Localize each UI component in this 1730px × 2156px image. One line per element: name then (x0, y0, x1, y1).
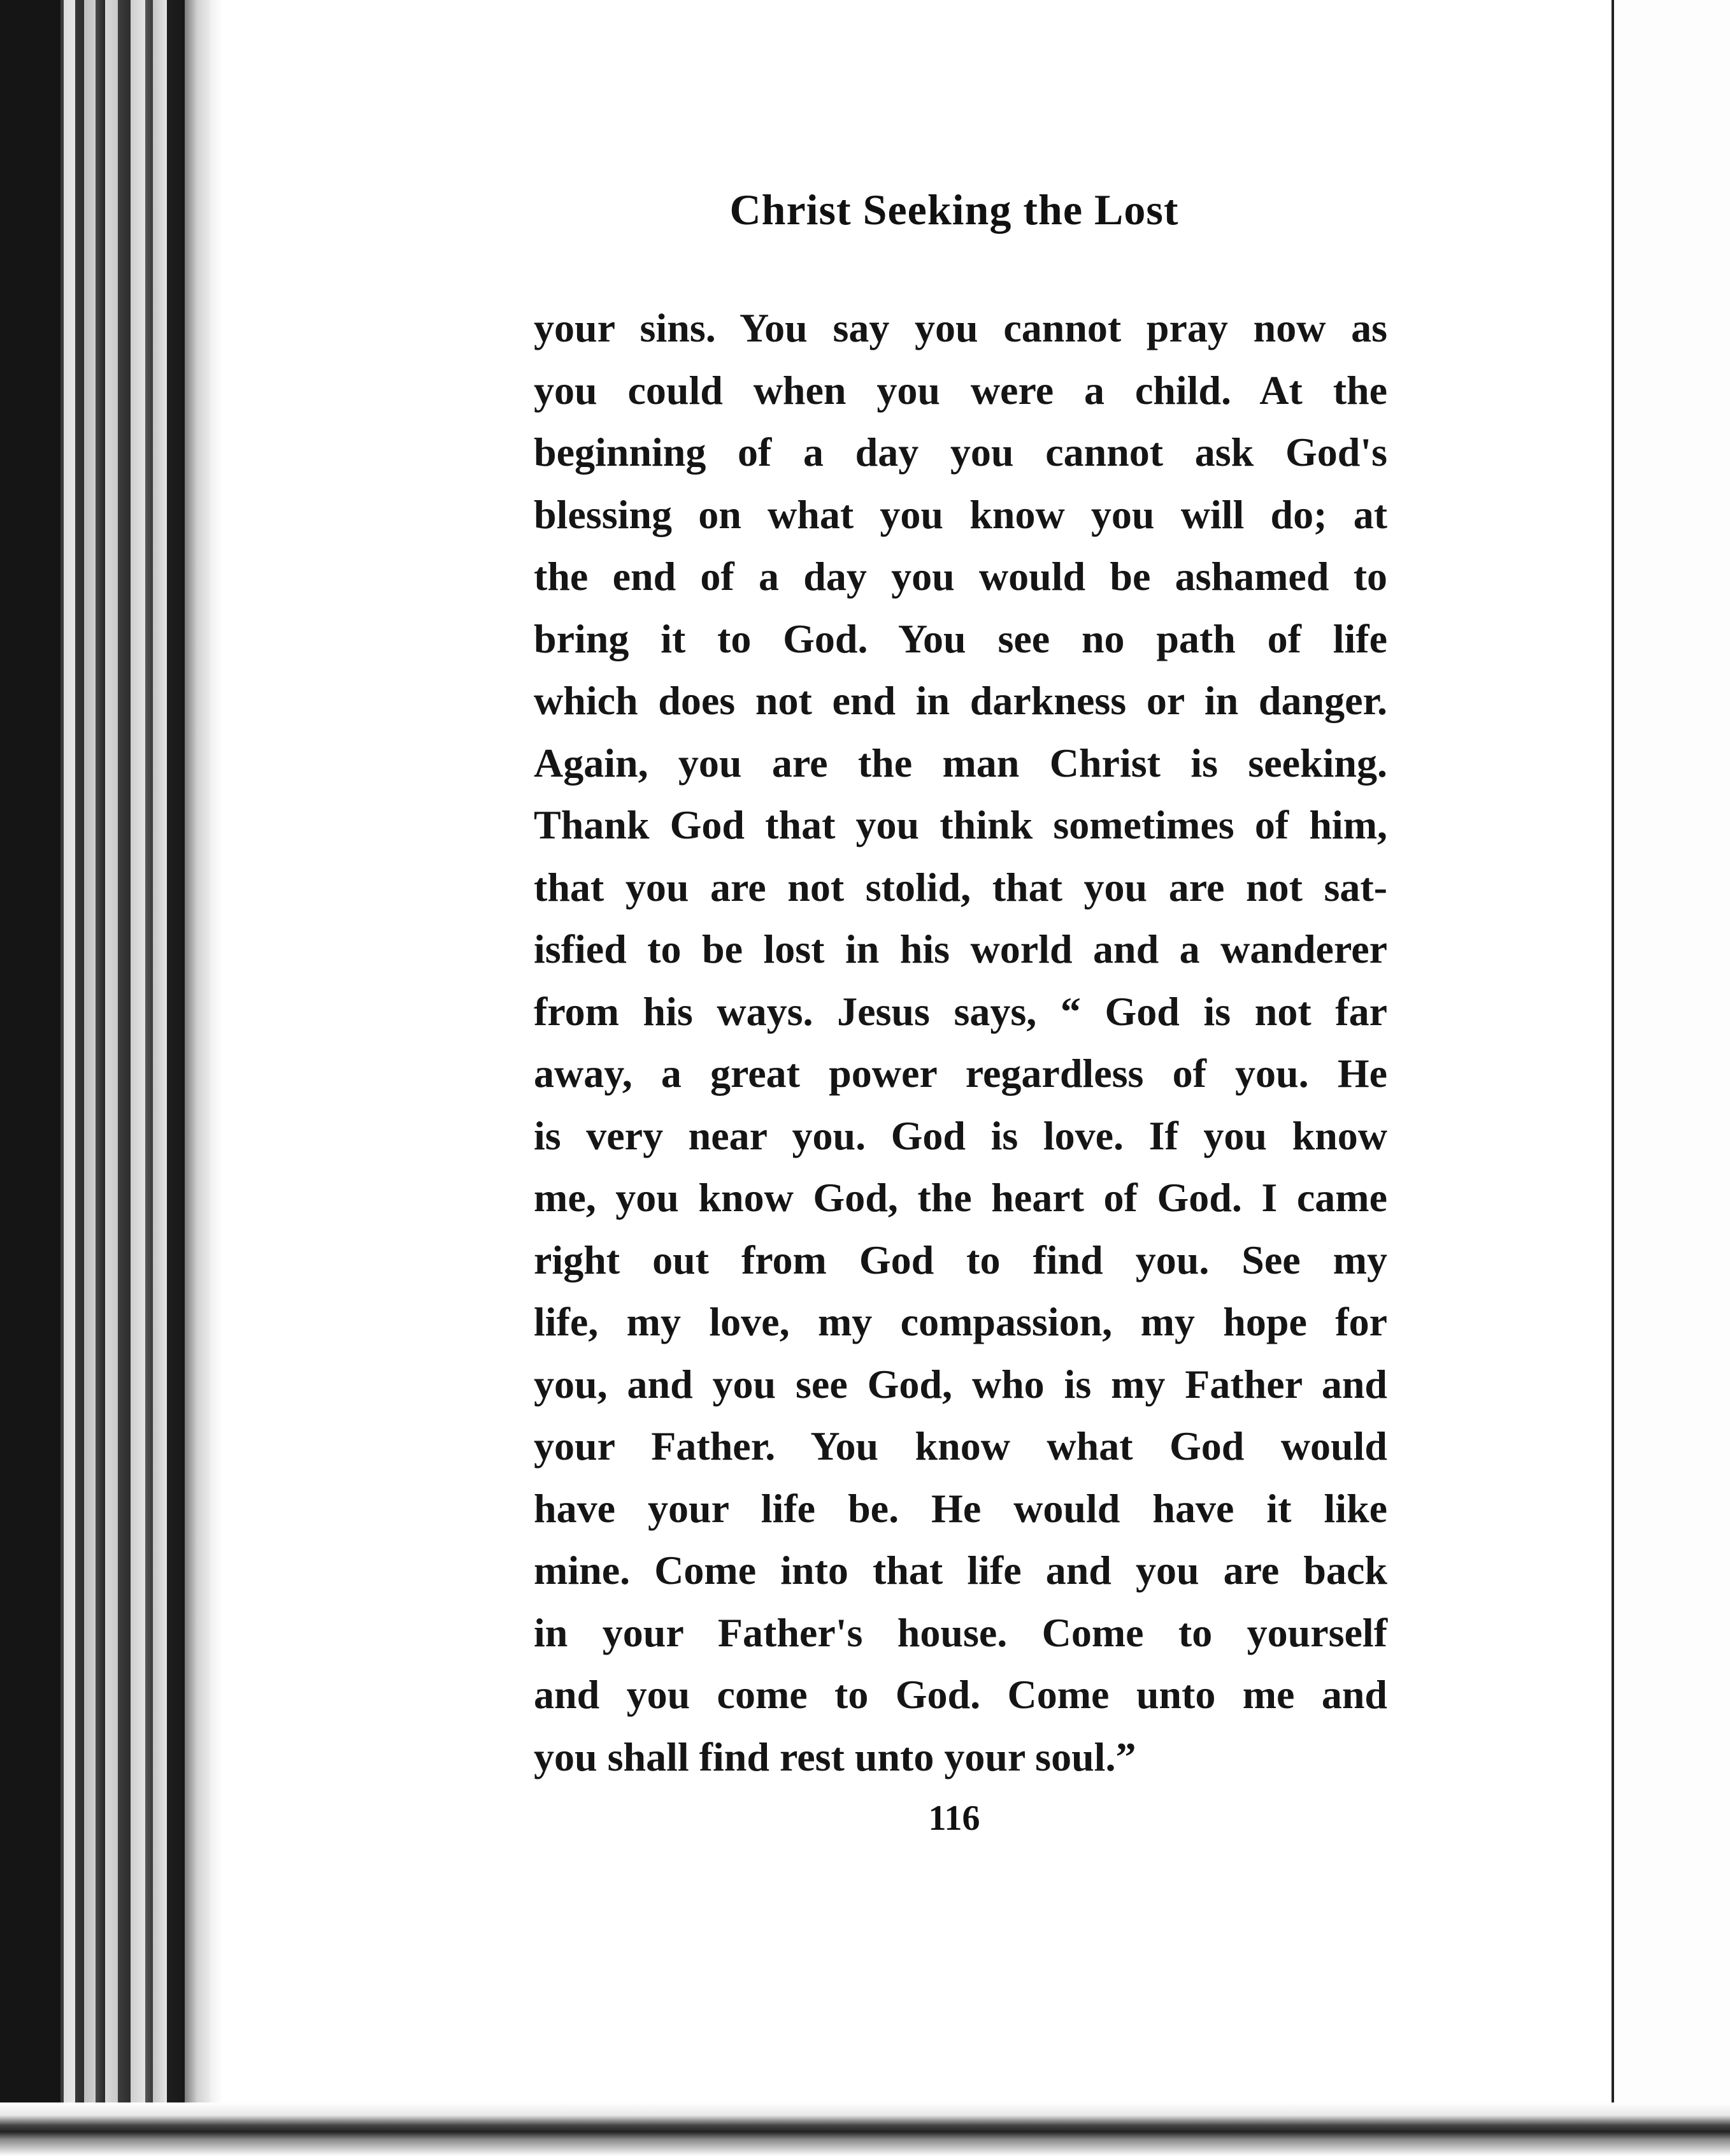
text-line: you, and you see God, who is my Father and (534, 1361, 1387, 1407)
text-line: is very near you. God is love. If you know (534, 1112, 1387, 1158)
text-line: which does not end in darkness or in danger. (534, 678, 1387, 723)
text-line: blessing on what you know you will do; at (534, 491, 1387, 537)
page-number (0, 1798, 1730, 1839)
text-line: in your Father's house. Come to yourself (534, 1609, 1387, 1655)
text-line: your Father. You know what God would (534, 1423, 1387, 1469)
text-line: that you are not stolid, that you are not sat- (534, 864, 1387, 910)
text-line: you could when you were a child. At the (534, 367, 1387, 413)
text-line: away, a great power regardless of you. He (534, 1051, 1387, 1096)
text-line: Again, you are the man Christ is seeking. (534, 740, 1387, 786)
text-line: have your life be. He would have it like (534, 1485, 1387, 1531)
text-line: the end of a day you would be ashamed to (534, 554, 1387, 599)
text-line: me, you know God, the heart of God. I came (534, 1175, 1387, 1220)
text-line: from his ways. Jesus says, “ God is not far (534, 988, 1387, 1034)
text-line: beginning of a day you cannot ask God's (534, 429, 1387, 475)
text-line: and you come to God. Come unto me and (534, 1672, 1387, 1717)
page-number-text: 116 (928, 1799, 980, 1838)
text-line: right out from God to find you. See my (534, 1237, 1387, 1283)
text-line: mine. Come into that life and you are back (534, 1548, 1387, 1593)
text-line-last: you shall find rest unto your soul.” (534, 1734, 1136, 1779)
text-line: your sins. You say you cannot pray now as (534, 305, 1387, 350)
text-line: Thank God that you think sometimes of him, (534, 802, 1387, 847)
running-head-text: Christ Seeking the Lost (729, 185, 1179, 234)
text-line: life, my love, my compassion, my hope for (534, 1299, 1387, 1344)
running-head (0, 185, 1730, 235)
body-text (534, 297, 1387, 1788)
text-line: bring it to God. You see no path of life (534, 615, 1387, 661)
text-line: isfied to be lost in his world and a wanderer (534, 926, 1387, 972)
